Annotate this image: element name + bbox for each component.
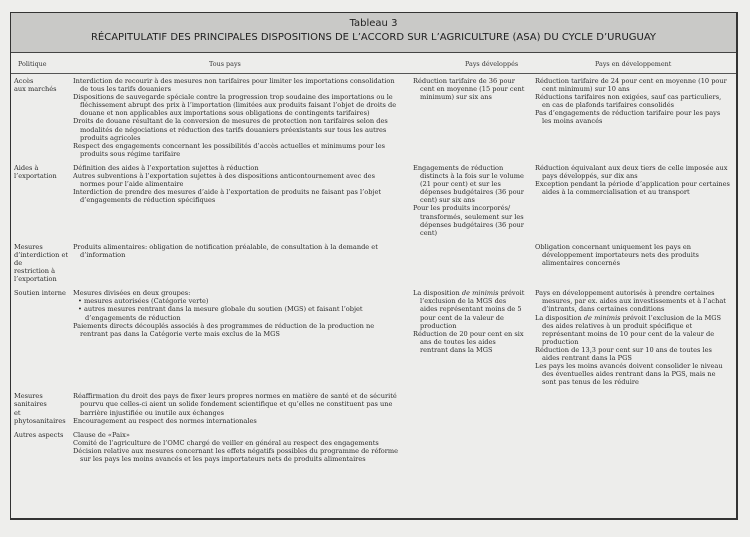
provision-item: Interdiction de prendre des mesures d’aide à l’exportation de produits ne faisant pas l’objet d’engagements de réduction spécifiques bbox=[73, 188, 382, 205]
table-row bbox=[11, 431, 736, 463]
policy-label: Autres aspects bbox=[14, 430, 64, 439]
policy-cell bbox=[11, 431, 73, 439]
provision-item: Obligation concernant uniquement les pays en développement importateurs nets des produits alimentaires concernés bbox=[535, 242, 699, 267]
provision-item: Droits de douane résultant de la conversion de mesures de protection non tarifaires selon des modalités de négociations et réduction des tarifs douaniers préexistants sur tous les autres produits agricoles bbox=[73, 117, 388, 142]
provision-item: Définition des aides à l’exportation sujettes à réduction bbox=[73, 163, 259, 172]
provision-item: Réductions tarifaires non exigées, sauf cas particuliers, en cas de plafonds tarifaires consolidés bbox=[535, 93, 722, 110]
all-countries-cell bbox=[73, 392, 413, 424]
all-countries-cell bbox=[73, 243, 413, 259]
provision-item: Interdiction de recourir à des mesures non tarifaires pour limiter les importations consolidation de tous les tarifs douaniers bbox=[73, 77, 395, 94]
provision-item: Clause de «Paix» bbox=[73, 430, 130, 439]
developed-countries-cell bbox=[413, 289, 535, 354]
policy-label: restriction à bbox=[14, 267, 56, 276]
provision-item: Décision relative aux mesures concernant les effets négatifs possibles du programme de réforme sur les pays les moins avancés et les pays importateurs nets de produits alimentaires bbox=[73, 446, 399, 464]
developing-countries-cell bbox=[535, 289, 736, 386]
table-row bbox=[11, 289, 736, 386]
provision-item: La disposition de minimis prévoit l’exclusion de la MGS des aides relatives à un produit spécifique et représentant moins de 10 pour cent de la valeur de production bbox=[535, 313, 722, 346]
table-row bbox=[11, 77, 736, 158]
policy-cell bbox=[11, 289, 73, 297]
provision-item: Dispositions de sauvegarde spéciale contre la progression trop soudaine des importations ou le fléchissement abrupt des prix à l’importation (limitées aux produits faisant l’objet de droits de douane et non applicables aux importations sous obligations de contingents tarifaires) bbox=[73, 93, 397, 118]
table-frame bbox=[10, 12, 738, 520]
policy-label: Mesures sanitaires bbox=[14, 392, 47, 409]
provision-item: Réduction de 20 pour cent en six ans de toutes les aides rentrant dans la MGS bbox=[413, 329, 524, 354]
provision-item: Pour les produits incorporés/ transformés, seulement sur les dépenses budgétaires (36 pour cent) bbox=[413, 204, 524, 237]
provision-item: Respect des engagements concernant les possibilités d’accès actuelles et minimums pour les produits sous régime tarifaire bbox=[73, 141, 386, 158]
column-header-tous-pays: Tous pays bbox=[209, 60, 241, 68]
table-number: Tableau 3 bbox=[349, 18, 398, 29]
provision-item: Réduction équivalant aux deux tiers de celle imposée aux pays développés, sur dix ans bbox=[535, 163, 728, 181]
policy-cell bbox=[11, 243, 73, 283]
policy-label: Mesures bbox=[14, 242, 43, 251]
table-body bbox=[11, 74, 736, 463]
all-countries-cell bbox=[73, 289, 413, 338]
provision-item: Encouragement au respect des normes internationales bbox=[73, 416, 257, 425]
table-row bbox=[11, 243, 736, 283]
provision-item: Réduction tarifaire de 24 pour cent en moyenne (10 pour cent minimum) sur 10 ans bbox=[535, 77, 727, 94]
column-header-pays-developpes: Pays développés bbox=[465, 60, 519, 68]
provision-item: Exception pendant la période d’application pour certaines aides à la commercialisation et au transport bbox=[535, 180, 730, 197]
developing-countries-cell bbox=[535, 77, 736, 126]
provision-item: Réaffirmation du droit des pays de fixer leurs propres normes en matière de santé et de sécurité pourvu que celles-ci aient un solide fondement scientifique et qu’elles ne constituent pas une barrière injustifiée ou inutile aux échanges bbox=[73, 392, 397, 417]
table-title-band bbox=[11, 13, 736, 53]
provision-item: Les pays les moins avancés doivent consolider le niveau des éventuelles aides rentrant dans la PGS, mais ne sont pas tenus de les réduire bbox=[535, 362, 723, 387]
provision-item: Engagements de réduction distincts à la fois sur le volume (21 pour cent) et sur les dépenses budgétaires (36 pour cent) sur six ans bbox=[413, 163, 524, 205]
policy-cell bbox=[11, 392, 73, 424]
provision-item: Produits alimentaires: obligation de notification préalable, de consultation à la demande et d’information bbox=[73, 242, 378, 259]
provision-item: Comité de l’agriculture de l’OMC chargé de veiller en général au respect des engagements bbox=[73, 438, 379, 447]
policy-label: l’exportation bbox=[14, 275, 57, 284]
column-header-row bbox=[11, 53, 736, 74]
column-header-pays-en-developpement: Pays en développement bbox=[595, 60, 672, 68]
policy-label: Soutien interne bbox=[14, 289, 66, 298]
policy-cell bbox=[11, 164, 73, 180]
developed-countries-cell bbox=[413, 77, 535, 101]
table-row bbox=[11, 164, 736, 237]
provision-item: Réduction tarifaire de 36 pour cent en moyenne (15 pour cent minimum) sur six ans bbox=[413, 77, 525, 102]
provision-item: • autres mesures rentrant dans la mesure globale du soutien (MGS) et faisant l’objet d’engagements de réduction bbox=[78, 305, 363, 322]
policy-label: Aides à bbox=[14, 163, 39, 172]
policy-label: d’interdiction et de bbox=[14, 250, 69, 267]
all-countries-cell bbox=[73, 77, 413, 158]
provision-item: • mesures autorisées (Catégorie verte) bbox=[78, 297, 209, 306]
policy-label: et phytosanitaires bbox=[14, 408, 66, 425]
policy-label: l’exportation bbox=[14, 172, 57, 181]
developed-countries-cell bbox=[413, 164, 535, 237]
policy-cell bbox=[11, 77, 73, 93]
developing-countries-cell bbox=[535, 164, 736, 196]
provision-item: Pas d’engagements de réduction tarifaire pour les pays les moins avancés bbox=[535, 109, 721, 126]
provision-item: Paiements directs découplés associés à des programmes de réduction de la production ne rentrant pas dans la Catégorie verte mais exclus de la MGS bbox=[73, 321, 375, 338]
provision-item: Réduction de 13,3 pour cent sur 10 ans de toutes les aides rentrant dans la PGS bbox=[535, 345, 712, 362]
policy-label: Accès bbox=[14, 77, 34, 85]
provision-item: La disposition de minimis prévoit l’exclusion de la MGS des aides représentant moins de 5 pour cent de la valeur de production bbox=[413, 289, 525, 330]
table-title: RÉCAPITULATIF DES PRINCIPALES DISPOSITIONS DE L’ACCORD SUR L’AGRICULTURE (ASA) DU CYCLE D’URUGUAY bbox=[90, 32, 657, 43]
provision-item: Pays en développement autorisés à prendre certaines mesures, par ex. aides aux investissements et à l’achat d’intrants, dans certaines conditions bbox=[535, 289, 726, 314]
all-countries-cell bbox=[73, 164, 413, 204]
table-row bbox=[11, 392, 736, 424]
developing-countries-cell bbox=[535, 243, 736, 267]
policy-label: aux marchés bbox=[14, 85, 57, 94]
all-countries-cell bbox=[73, 431, 413, 463]
column-header-politique: Politique bbox=[18, 60, 47, 68]
provision-item: Mesures divisées en deux groupes: bbox=[73, 289, 191, 298]
provision-item: Autres subventions à l’exportation sujettes à des dispositions anticontournement avec des normes pour l’aide alimentaire bbox=[73, 172, 375, 189]
